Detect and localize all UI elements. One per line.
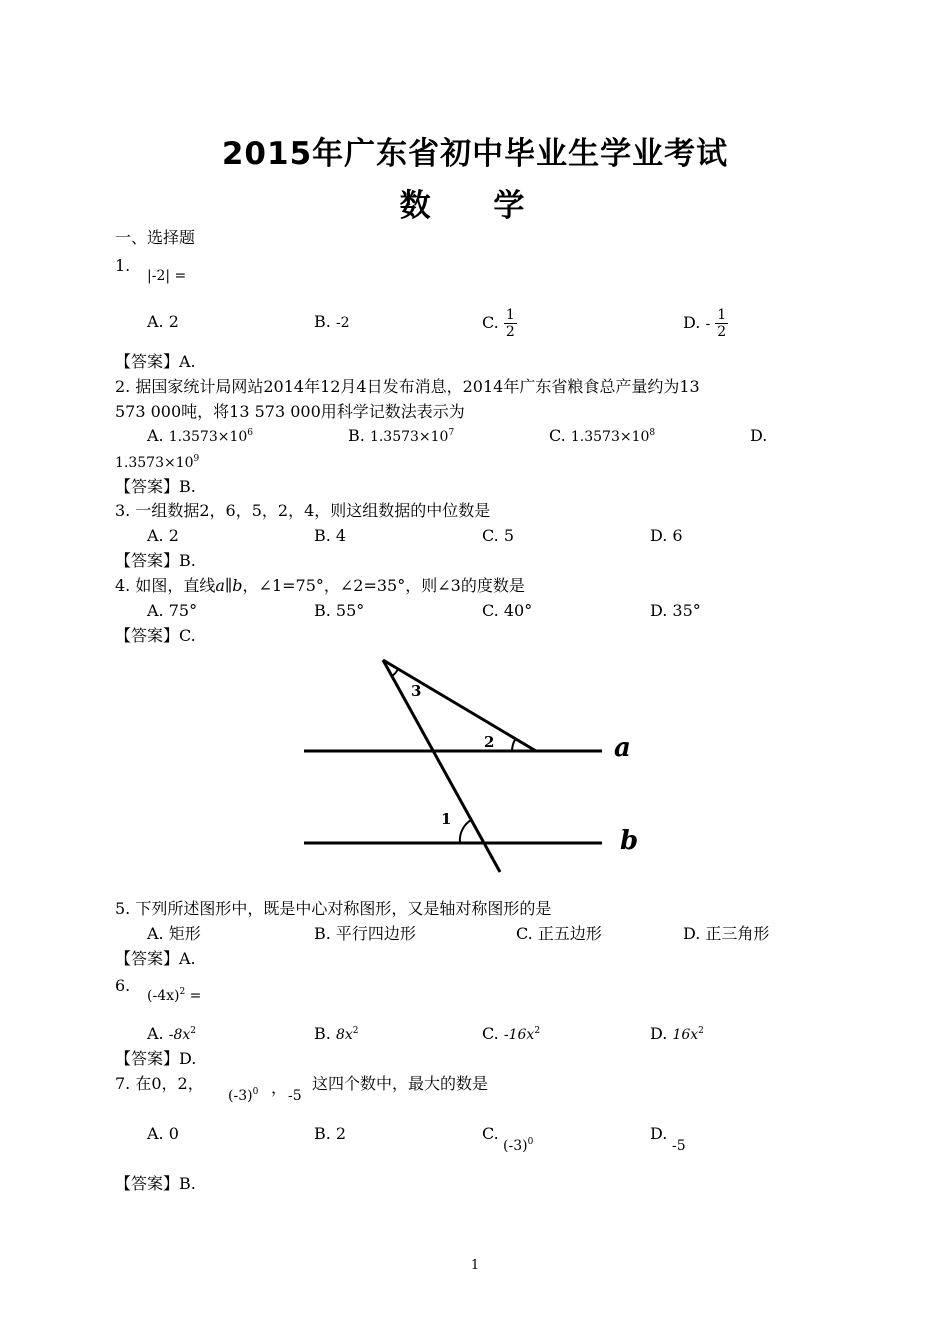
subject-title: 数 学 bbox=[399, 188, 551, 224]
q5-option-d: D. 正三角形 bbox=[683, 924, 770, 943]
q2-option-d-label: D. bbox=[750, 426, 768, 445]
q3-option-b: B. 4 bbox=[314, 526, 347, 545]
page-number: 1 bbox=[470, 1258, 480, 1273]
transversal-line bbox=[383, 660, 500, 872]
q6-option-d: D. $16x^2$ bbox=[650, 1024, 704, 1043]
q6-option-c: C. $-16x^2$ bbox=[482, 1024, 541, 1043]
q4-option-b: B. 55° bbox=[314, 601, 365, 620]
q6-option-b: B. $8x^2$ bbox=[314, 1024, 359, 1043]
q7-option-d-value: -5 bbox=[672, 1138, 686, 1154]
q7-option-d-label: D. bbox=[650, 1124, 668, 1143]
q4-answer: 【答案】C. bbox=[115, 626, 196, 645]
angle-3-label: 3 bbox=[411, 682, 422, 700]
q6-number: 6. bbox=[115, 976, 131, 995]
q3-answer: 【答案】B. bbox=[115, 551, 196, 570]
q5-option-b: B. 平行四边形 bbox=[314, 924, 416, 943]
q7-stem-math1: $(-3)^0$ bbox=[228, 1087, 259, 1104]
q2-option-b: B. $1.3573\times 10^7$ bbox=[348, 426, 455, 445]
q7-stem-suffix: 这四个数中，最大的数是 bbox=[312, 1074, 489, 1093]
q6-stem: $(-4x)^2$ = bbox=[147, 987, 202, 1004]
q4-option-c: C. 40° bbox=[482, 601, 533, 620]
q1-answer: 【答案】A. bbox=[115, 352, 196, 371]
q1-option-c: C. $\frac{1}{2}$ bbox=[482, 307, 515, 340]
q5-option-a: A. 矩形 bbox=[147, 924, 201, 943]
fraction-one-half: $\frac{1}{2}$ bbox=[505, 307, 515, 340]
q3-option-a: A. 2 bbox=[147, 526, 179, 545]
triangle-side bbox=[383, 660, 536, 751]
q7-answer: 【答案】B. bbox=[115, 1174, 196, 1193]
angle-1-label: 1 bbox=[441, 810, 452, 828]
q7-stem-math2: -5 bbox=[288, 1088, 302, 1104]
q1-option-b: B. -2 bbox=[314, 312, 350, 331]
q3-option-c: C. 5 bbox=[482, 526, 515, 545]
q7-stem-comma: ， bbox=[271, 1078, 288, 1097]
q7-option-c-value: $(-3)^0$ bbox=[503, 1137, 534, 1154]
angle-1-arc bbox=[460, 820, 471, 843]
parallel-lines-figure bbox=[290, 650, 650, 880]
exam-title: 2015年广东省初中毕业生学业考试 bbox=[221, 136, 729, 172]
q2-answer: 【答案】B. bbox=[115, 477, 196, 496]
fraction-one-half: $\frac{1}{2}$ bbox=[717, 307, 727, 340]
q5-stem: 5. 下列所述图形中，既是中心对称图形，又是轴对称图形的是 bbox=[115, 899, 552, 918]
q1-option-a: A. 2 bbox=[147, 312, 179, 331]
q1-number: 1. bbox=[115, 256, 131, 275]
q2-stem-line1: 2. 据国家统计局网站2014年12月4日发布消息，2014年广东省粮食总产量约为13 bbox=[115, 377, 700, 396]
q3-option-d: D. 6 bbox=[650, 526, 683, 545]
q2-option-a: A. $1.3573\times 10^6$ bbox=[147, 426, 253, 445]
q1-stem: |-2| = bbox=[147, 268, 187, 284]
q2-option-c: C. $1.3573\times 10^8$ bbox=[549, 426, 656, 445]
q3-stem: 3. 一组数据2，6，5，2，4，则这组数据的中位数是 bbox=[115, 501, 491, 520]
angle-3-arc bbox=[392, 669, 398, 676]
line-b-label: b bbox=[620, 826, 639, 856]
q6-answer: 【答案】D. bbox=[115, 1049, 197, 1068]
q1-option-d: D. - $\frac{1}{2}$ bbox=[683, 307, 727, 340]
q5-option-c: C. 正五边形 bbox=[516, 924, 602, 943]
q4-stem: 4. 如图，直线a∥b，∠1=75°，∠2=35°，则∠3的度数是 bbox=[115, 576, 525, 595]
q4-option-a: A. 75° bbox=[147, 601, 198, 620]
q7-stem-prefix: 7. 在0，2， bbox=[115, 1074, 204, 1093]
q2-stem-line2: 573 000吨，将13 573 000用科学记数法表示为 bbox=[115, 402, 465, 421]
angle-2-label: 2 bbox=[484, 733, 495, 751]
q7-option-b: B. 2 bbox=[314, 1124, 347, 1143]
q4-option-d: D. 35° bbox=[650, 601, 701, 620]
q7-option-a: A. 0 bbox=[147, 1124, 179, 1143]
angle-2-arc bbox=[512, 739, 515, 751]
q5-answer: 【答案】A. bbox=[115, 949, 196, 968]
section-heading: 一、选择题 bbox=[115, 228, 196, 247]
q7-option-c-label: C. bbox=[482, 1124, 499, 1143]
q6-option-a: A. $-8x^2$ bbox=[147, 1024, 197, 1043]
q2-option-d-value: $1.3573\times 10^9$ bbox=[115, 454, 200, 471]
line-a-label: a bbox=[614, 733, 631, 763]
